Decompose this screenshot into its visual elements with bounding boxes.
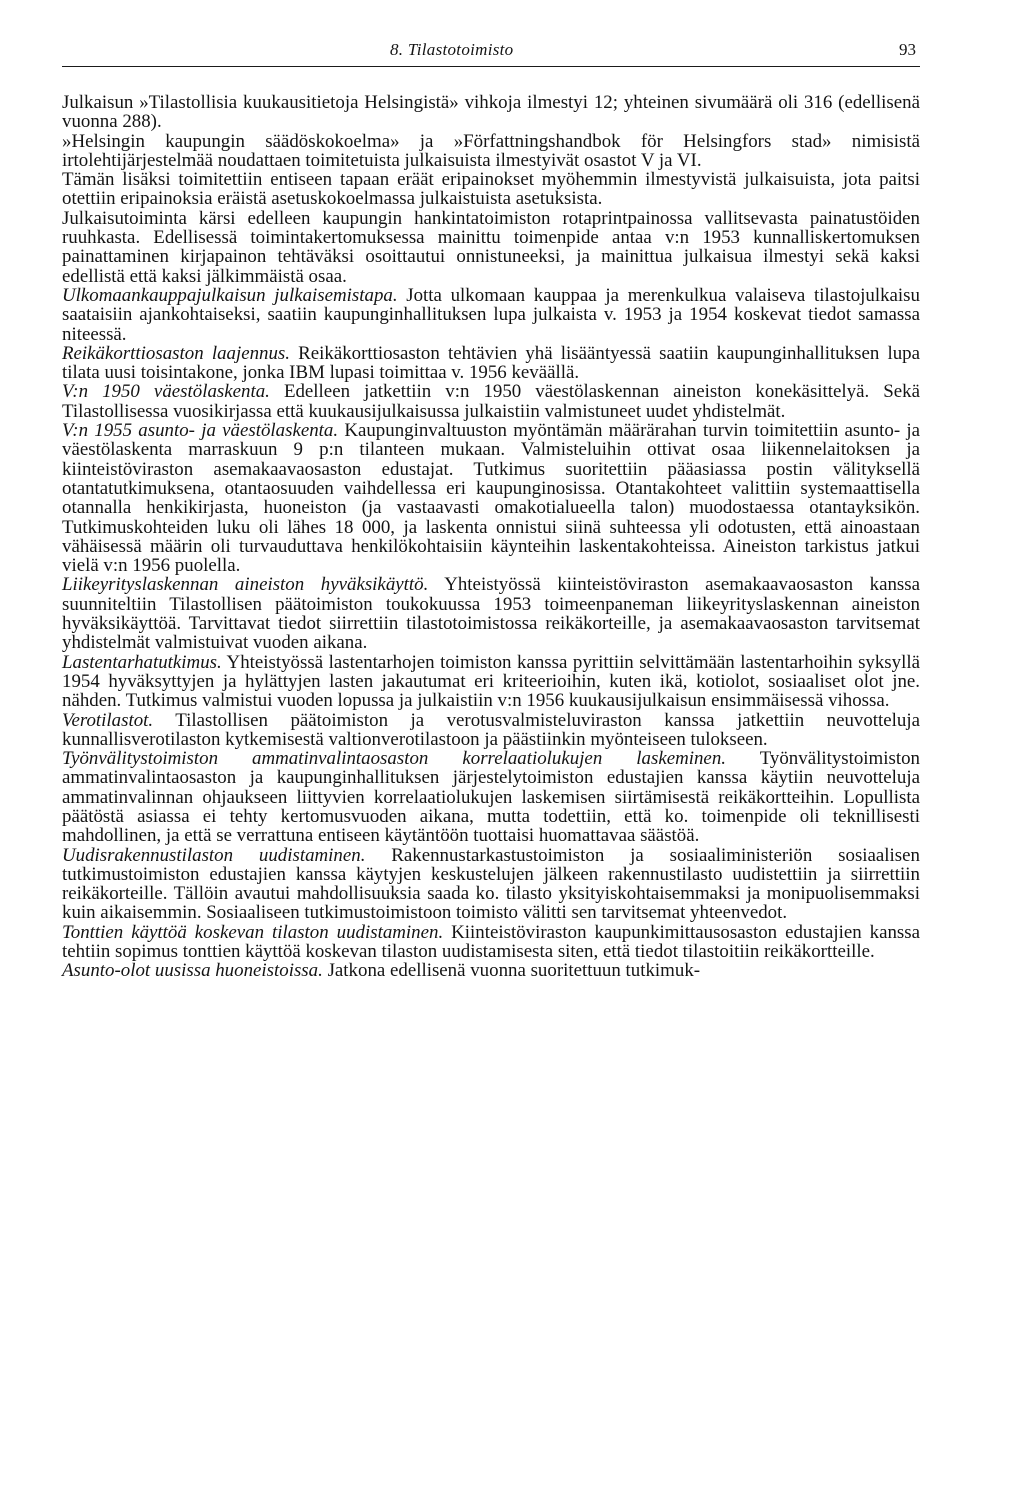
paragraph-1-text: Julkaisun »Tilastollisia kuukausitietoja Helsingistä» vihkoja ilmestyi 12; yhteinen sivumäärä oli 316 (edellisenä vuonna 288). — [62, 92, 920, 133]
running-header — [62, 36, 920, 62]
paragraph-9 — [62, 575, 920, 652]
paragraph-6 — [62, 344, 920, 383]
page-number: 93 — [899, 40, 916, 59]
paragraph-10-heading: Lastentarhatutkimus. — [62, 651, 222, 673]
paragraph-13-heading: Uudisrakennustilaston uudistaminen. — [62, 844, 366, 866]
paragraph-14 — [62, 923, 920, 962]
paragraph-9-text: Yhteistyössä kiinteistöviraston asemakaavaosaston kanssa suunniteltiin Tilastollisen päätoimiston toukokuussa 1953 toimeenpaneman liikeyrityslaskennan aineiston hyväksikäyttöä. Tarvittavat tiedot siirrettiin tilastotoimistossa reikäkorteille, ja asemakaavaosaston tarvitsemat yhdistelmät valmistuivat vuoden aikana. — [62, 574, 920, 654]
section-title: 8. Tilastotoimisto — [390, 40, 514, 59]
paragraph-9-heading: Liikeyrityslaskennan aineiston hyväksikäyttö. — [62, 574, 429, 596]
paragraph-11 — [62, 711, 920, 750]
paragraph-10-text: Yhteistyössä lastentarhojen toimiston kanssa pyrittiin selvittämään lastentarhoihin syksyllä 1954 hyväksyttyjen ja hylättyjen lasten jakautumat eri kriteerioihin, kuten ikä, kotiolot, sosiaaliset olot jne. nähden. Tutkimus valmistui vuoden lopussa ja julkaistiin v:n 1956 kuukausijulkaisun ensimmäisessä vihossa. — [62, 651, 920, 712]
paragraph-13-text: Rakennustarkastustoimiston ja sosiaaliministeriön sosiaalisen tutkimustoimiston edustajien kanssa käytyjen keskustelujen jälkeen rakennustilasto uudistettiin ja siirrettiin reikäkorteille. Tällöin avautui mahdollisuuksia saada ko. tilasto yksityiskohtaisemmaksi ja monipuolisemmaksi kuin aikaisemmin. Sosiaaliseen tutkimustoimistoon toimisto välitti sen tarvitsemat yhteenvedot. — [62, 844, 920, 924]
paragraph-7-text: Edelleen jatkettiin v:n 1950 väestölaskennan aineiston konekäsittelyä. Sekä Tilastollisessa vuosikirjassa että kuukausijulkaisussa julkaistiin valmistuneet uudet yhdistelmät. — [62, 381, 920, 422]
paragraph-12 — [62, 749, 920, 845]
paragraph-6-heading: Reikäkorttiosaston laajennus. — [62, 342, 290, 364]
paragraph-11-heading: Verotilastot. — [62, 709, 154, 731]
paragraph-2-text: »Helsingin kaupungin säädöskokoelma» ja »Författningshandbok för Helsingfors stad» nimisistä irtolehtijärjestelmää noudattaen toimitetuista julkaisuista ilmestyivät osastot V ja VI. — [62, 130, 920, 171]
paragraph-14-text: Kiinteistöviraston kaupunkimittausosaston edustajien kanssa tehtiin sopimus tonttien käyttöä koskevan tilaston uudistamisesta siten, että tiedot tilastoitiin reikäkortteille. — [62, 921, 920, 963]
paragraph-3 — [62, 170, 920, 209]
paragraph-12-heading: Työnvälitystoimiston ammatinvalintaosaston korrelaatiolukujen laskeminen. — [62, 748, 726, 770]
page — [62, 36, 921, 982]
paragraph-4-text: Julkaisutoiminta kärsi edelleen kaupungin hankintatoimiston rotaprintpainossa vallitsevasta painatustöiden ruuhkasta. Edellisessä toimintakertomuksessa mainittu toimenpide antaa v:n 1953 kunnalliskertomuksen painattaminen kirjapainon tehtäväksi osoittautui onnistuneeksi, ja mainittua julkaisua ilmestyi sekä kaksi edellistä että kaksi jälkimmäistä osaa. — [62, 207, 920, 287]
paragraph-8-heading: V:n 1955 asunto- ja väestölaskenta. — [62, 420, 339, 442]
paragraph-12-text: Työnvälitystoimiston ammatinvalintaosaston ja kaupunginhallituksen järjestelytoimiston edustajien kanssa käytiin neuvotteluja ammatinvalinnan ohjaukseen liittyvien korrelaatiolukujen laskemisen siirtämisestä reikäkortteihin. Lopullista päätöstä asiassa ei tehty kertomusvuoden aikana, mutta todettiin, että ko. toimenpide oli teknillisesti mahdollinen, ja että se verrattuna entiseen käytäntöön tuottaisi huomattavaa säästöä. — [62, 748, 920, 847]
paragraph-6-text: Reikäkorttiosaston tehtävien yhä lisääntyessä saatiin kaupunginhallituksen lupa tilata uusi toisintakone, jonka IBM lupasi toimittaa v. 1956 keväällä. — [62, 342, 920, 384]
body-text — [62, 93, 920, 981]
paragraph-7 — [62, 382, 920, 421]
paragraph-14-heading: Tonttien käyttöä koskevan tilaston uudistaminen. — [62, 921, 444, 943]
paragraph-3-text: Tämän lisäksi toimitettiin entiseen tapaan eräät eripainokset myöhemmin ilmestyvistä julkaisuista, jota paitsi otettiin eripainoksia eräistä asetuskokoelmassa julkaistuista asetuksista. — [62, 169, 920, 210]
paragraph-15-heading: Asunto-olot uusissa huoneistoissa. — [62, 960, 323, 982]
paragraph-8-text: Kaupunginvaltuuston myöntämän määrärahan turvin toimitettiin asunto- ja väestölaskenta marraskuun 9 p:n tilanteen mukaan. Valmisteluihin ottivat osaa liikennelaitoksen ja kiinteistöviraston asemakaavaosaston edustajat. Tutkimus suoritettiin pääasiassa postin välityksellä otantatutkimuksena, otantaosuuden vaihdellessa eri kaupunginosissa. Otantakohteet valittiin systemaattisella otannalla henkikirjasta, huoneiston (ja vastaavasti omakotialueella talon) muodostaessa otantayksikön. Tutkimuskohteiden luku oli lähes 18 000, ja laskenta onnistui siinä suhteessa yli odotusten, että ainoastaan vähäisessä määrin oli turvauduttava henkilökohtaisiin käynteihin laskentakohteissa. Aineiston tarkistus jatkui vielä v:n 1956 puolella. — [62, 420, 920, 577]
paragraph-5-text: Jotta ulkomaan kauppaa ja merenkulkua valaiseva tilastojulkaisu saataisiin ajankohtaiseksi, saatiin kaupunginhallituksen lupa julkaista v. 1953 ja 1954 koskevat tiedot samassa niteessä. — [62, 284, 920, 345]
paragraph-10 — [62, 653, 920, 711]
paragraph-4 — [62, 209, 920, 286]
paragraph-11-text: Tilastollisen päätoimiston ja verotusvalmisteluviraston kanssa jatkettiin neuvotteluja kunnallisverotilaston kytkemisestä valtionverotilastoon ja päästiinkin myönteiseen tulokseen. — [62, 709, 921, 750]
paragraph-5-heading: Ulkomaankauppajulkaisun julkaisemistapa. — [62, 284, 398, 306]
paragraph-7-heading: V:n 1950 väestölaskenta. — [62, 381, 270, 403]
paragraph-15 — [62, 961, 920, 980]
paragraph-5 — [62, 286, 920, 344]
paragraph-2 — [62, 132, 920, 171]
paragraph-8 — [62, 421, 920, 575]
header-rule — [62, 66, 920, 67]
paragraph-15-text: Jatkona edellisenä vuonna suoritettuun tutkimuk- — [327, 960, 701, 982]
paragraph-1 — [62, 93, 920, 132]
paragraph-13 — [62, 846, 920, 923]
